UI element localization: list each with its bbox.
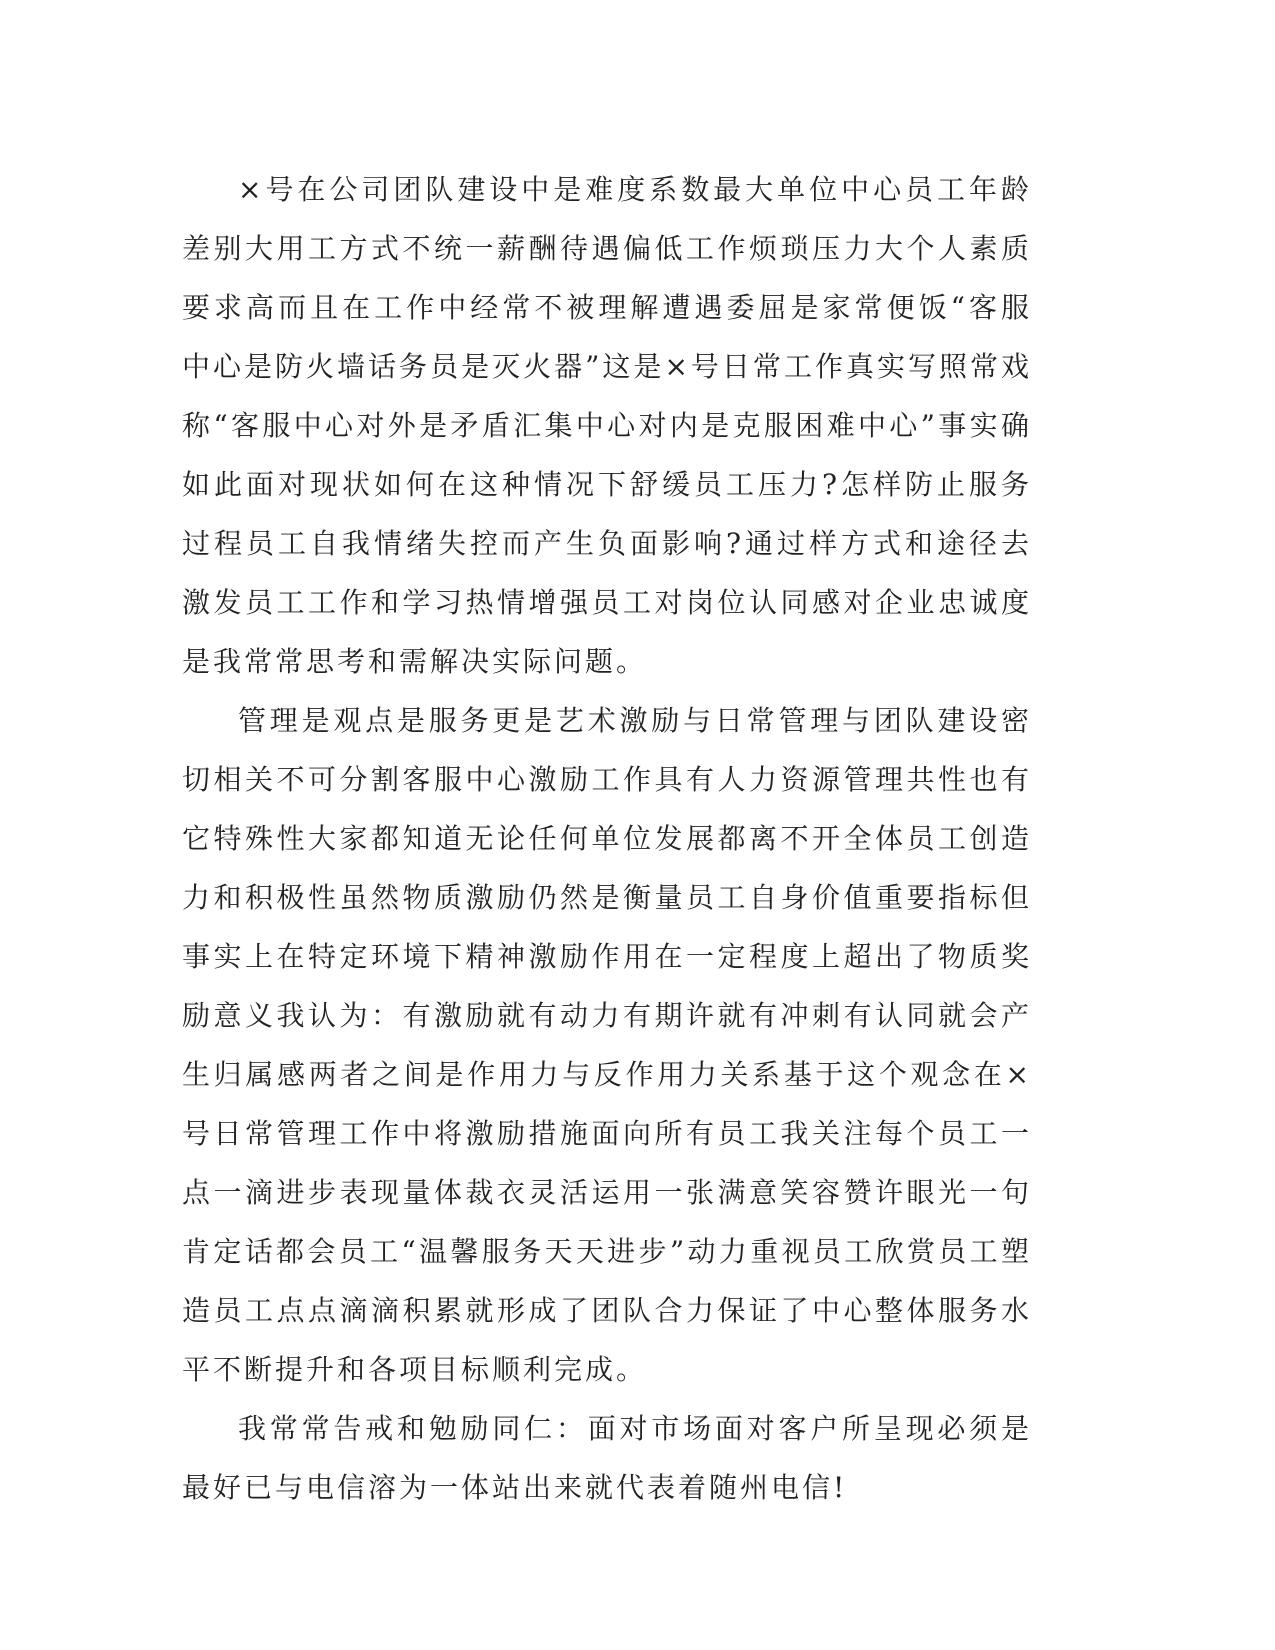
paragraph-1: ×号在公司团队建设中是难度系数最大单位中心员工年龄差别大用工方式不统一薪酬待遇偏低工作烦琐压力大个人素质要求高而且在工作中经常不被理解遭遇委屈是家常便饭“客服中心是防火墙话务员是灭火器”这是×号日常工作真实写照常戏称“客服中心对外是矛盾汇集中心对内是克服困难中心”事实确如此面对现状如何在这种情况下舒缓员工压力?怎样防止服务过程员工自我情绪失控而产生负面影响?通过样方式和途径去激发员工工作和学习热情增强员工对岗位认同感对企业忠诚度是我常常思考和需解决实际问题。	[182, 173, 1032, 678]
paragraph-2: 管理是观点是服务更是艺术激励与日常管理与团队建设密切相关不可分割客服中心激励工作具有人力资源管理共性也有它特殊性大家都知道无论任何单位发展都离不开全体员工创造力和积极性虽然物质激励仍然是衡量员工自身价值重要指标但事实上在特定环境下精神激励作用在一定程度上超出了物质奖励意义我认为：有激励就有动力有期许就有冲刺有认同就会产生归属感两者之间是作用力与反作用力关系基于这个观念在×号日常管理工作中将激励措施面向所有员工我关注每个员工一点一滴进步表现量体裁衣灵活运用一张满意笑容赞许眼光一句肯定话都会员工“温馨服务天天进步”动力重视员工欣赏员工塑造员工点点滴滴积累就形成了团队合力保证了中心整体服务水平不断提升和各项目标顺利完成。	[182, 704, 1032, 1386]
document-body	[182, 160, 1032, 1517]
paragraph-3: 我常常告戒和勉励同仁：面对市场面对客户所呈现必须是最好已与电信溶为一体站出来就代表着随州电信!	[182, 1412, 1032, 1504]
